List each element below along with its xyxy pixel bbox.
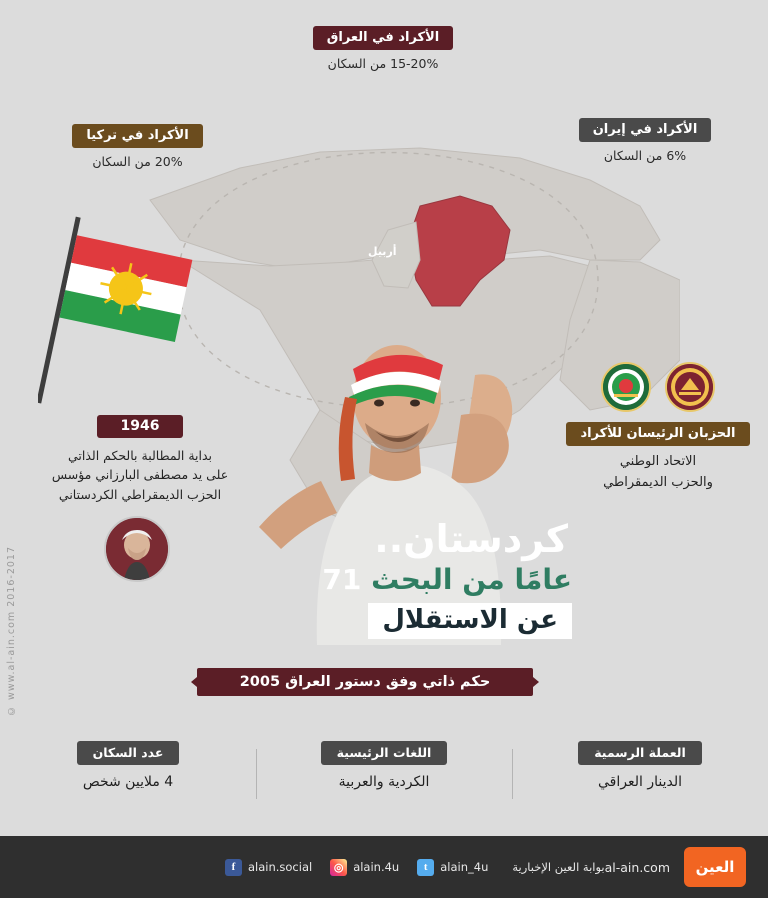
- region-block-iraq: [268, 26, 498, 71]
- history-line-3: الحزب الديمقراطي الكردستاني: [58, 486, 222, 502]
- history-line-2: على يد مصطفى البارزاني مؤسس: [51, 467, 229, 483]
- fact-population-label: عدد السكان: [77, 741, 180, 765]
- party-item-2: والحزب الديمقراطي: [603, 474, 713, 490]
- title-line-2-text: عامًا من البحث: [371, 562, 572, 596]
- fact-languages-label: اللغات الرئيسية: [321, 741, 448, 765]
- fact-currency: [512, 735, 768, 813]
- region-label-iran: الأكراد في إيران: [579, 118, 712, 142]
- title-line-2-number: 71: [322, 562, 362, 596]
- social-instagram-handle: alain.4u: [353, 860, 400, 874]
- party-emblems: [560, 362, 756, 412]
- mustafa-barzani-portrait: [104, 516, 170, 582]
- fact-population-value: 4 ملايين شخص: [82, 774, 174, 790]
- region-label-turkey: الأكراد في تركيا: [72, 124, 202, 148]
- puk-emblem-icon: [601, 362, 651, 412]
- social-twitter-handle: alain_4u: [440, 860, 489, 874]
- title-line-1: كردستان..: [374, 517, 568, 561]
- fact-currency-label: العملة الرسمية: [578, 741, 702, 765]
- footer-site-url[interactable]: al-ain.com: [604, 859, 670, 875]
- region-value-turkey: 20% من السكان: [92, 154, 183, 169]
- footer-portal-name: بوابة العين الإخبارية: [512, 860, 605, 874]
- party-item-1: الاتحاد الوطني: [619, 454, 697, 469]
- fact-languages: [256, 735, 512, 813]
- autonomy-banner: حكم ذاتي وفق دستور العراق 2005: [197, 668, 533, 696]
- parties-label: الحزبان الرئيسان للأكراد: [566, 422, 749, 446]
- history-line-1: بداية المطالبة بالحكم الذاتي: [67, 448, 213, 463]
- title-line-3: عن الاستقلال: [368, 603, 572, 639]
- instagram-icon[interactable]: ◎: [330, 859, 347, 876]
- facts-divider-1: [256, 749, 257, 799]
- footer-brand[interactable]: [605, 847, 758, 887]
- watermark: © www.al-ain.com 2016-2017: [6, 546, 17, 716]
- alain-logo[interactable]: العين: [684, 847, 746, 887]
- fact-languages-value: الكردية والعربية: [338, 774, 430, 790]
- region-block-turkey: [30, 124, 245, 169]
- footer-social: [209, 859, 605, 876]
- twitter-icon[interactable]: t: [417, 859, 434, 876]
- social-instagram[interactable]: [330, 859, 399, 876]
- fact-population: [0, 735, 256, 813]
- region-value-iran: 6% من السكان: [603, 148, 687, 163]
- main-title: [182, 517, 572, 639]
- parties-list: [560, 452, 756, 494]
- social-facebook[interactable]: [225, 859, 312, 876]
- footer-bar: [0, 836, 768, 898]
- region-value-iraq: 15-20% من السكان: [327, 56, 439, 71]
- facebook-icon[interactable]: f: [225, 859, 242, 876]
- history-year: 1946: [97, 415, 184, 438]
- kurdistan-flag: [38, 215, 208, 405]
- parties-block: [560, 362, 756, 494]
- social-twitter[interactable]: [417, 859, 488, 876]
- social-facebook-handle: alain.social: [247, 860, 313, 874]
- fact-currency-value: الدينار العراقي: [598, 774, 682, 790]
- city-label-erbil: أربيل: [368, 245, 397, 258]
- title-line-2: [182, 562, 572, 597]
- pdk-emblem-icon: [665, 362, 715, 412]
- facts-divider-2: [512, 749, 513, 799]
- region-block-iran: [540, 118, 750, 163]
- region-label-iraq: الأكراد في العراق: [313, 26, 453, 50]
- facts-row: [0, 735, 768, 813]
